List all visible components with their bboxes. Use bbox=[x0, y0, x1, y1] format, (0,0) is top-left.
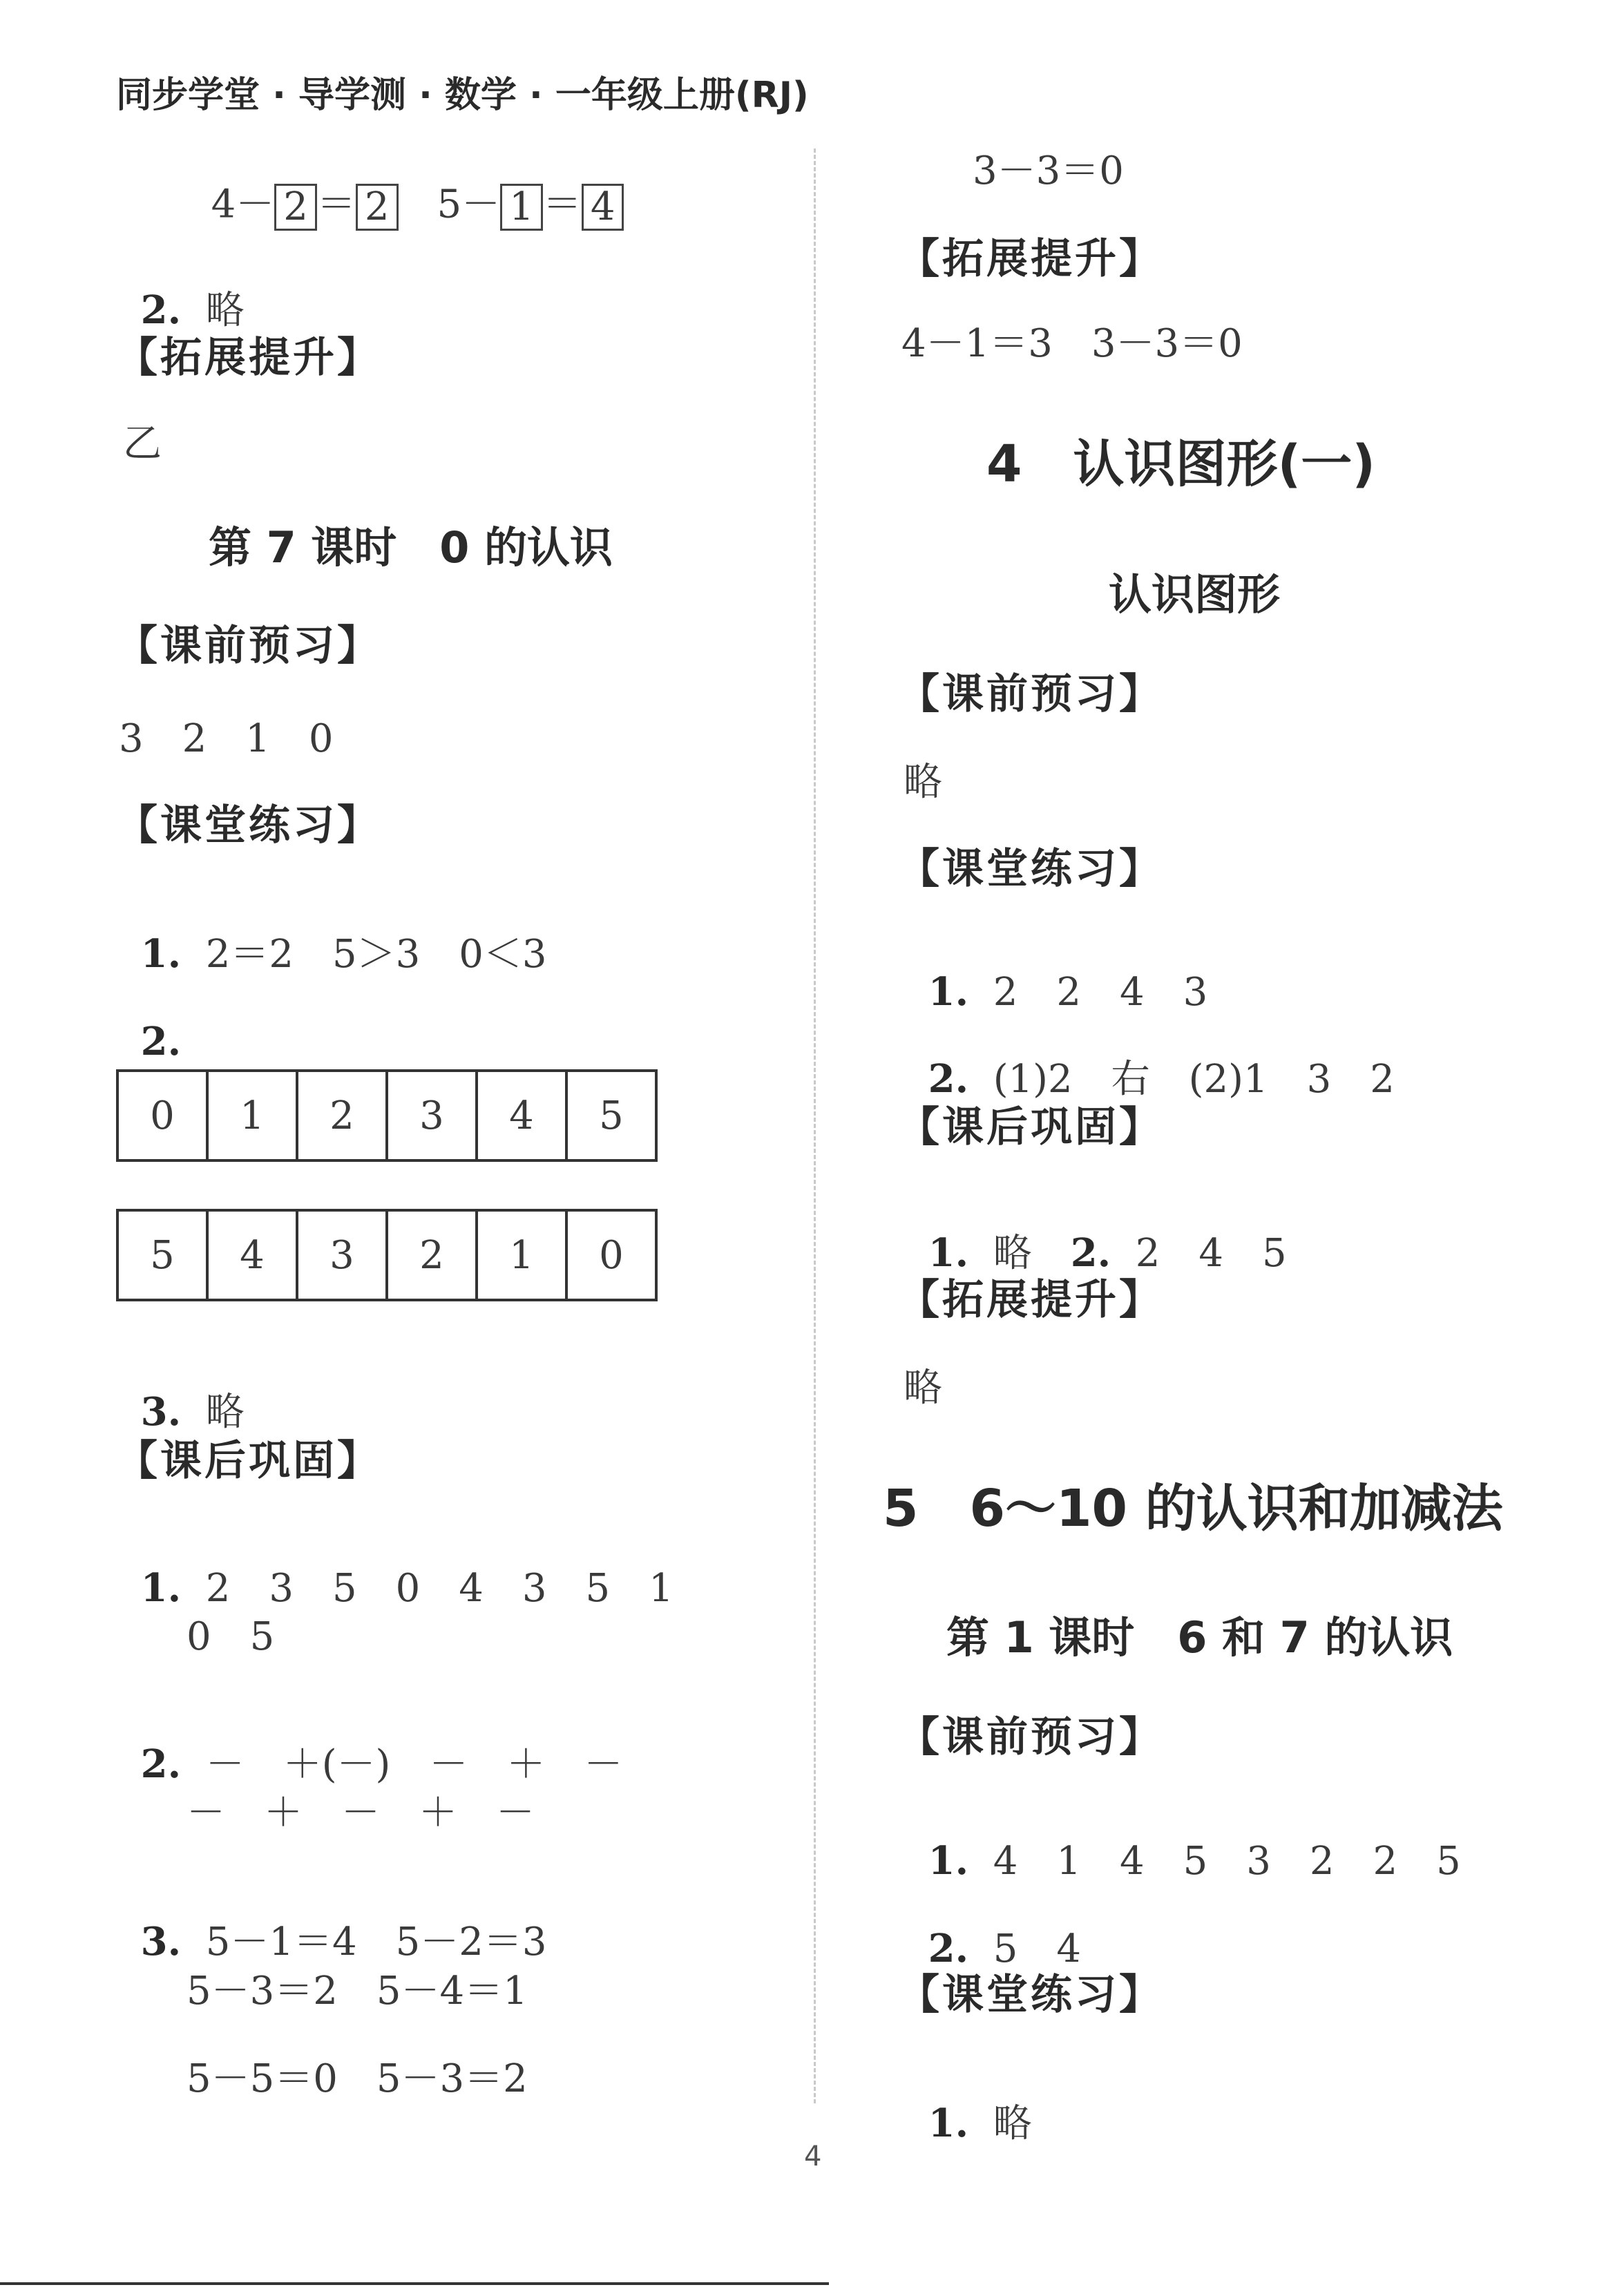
answer-line: － ＋ － ＋ － bbox=[187, 1790, 535, 1835]
answer-item: 1. 2 3 5 0 4 3 5 1 bbox=[140, 1565, 674, 1611]
eq-text: 4－ bbox=[211, 182, 275, 227]
page-number: 4 bbox=[804, 2141, 822, 2172]
bottom-rule bbox=[0, 2282, 829, 2285]
table-cell: 2 bbox=[297, 1071, 387, 1160]
box-equation bbox=[187, 145, 624, 231]
section-heading: 【课后巩固】 bbox=[116, 1437, 381, 1485]
section-heading: 【课堂练习】 bbox=[898, 1971, 1163, 2019]
eq-text: 5－ bbox=[437, 182, 501, 227]
answer-text: 略 bbox=[904, 760, 942, 805]
answer-line: 3－3＝0 bbox=[973, 149, 1124, 193]
answer-text: 乙 bbox=[123, 421, 162, 466]
section-heading: 【课前预习】 bbox=[898, 670, 1163, 718]
table-cell: 2 bbox=[387, 1210, 477, 1300]
table-cell: 3 bbox=[387, 1071, 477, 1160]
answer-item: 3. 5－1＝4 5－2＝3 bbox=[140, 1919, 547, 1965]
number-table bbox=[116, 1209, 658, 1301]
answer-line: 5－5＝0 5－3＝2 bbox=[187, 2056, 528, 2101]
section-heading: 【拓展提升】 bbox=[898, 1276, 1163, 1324]
answer-line: 5－3＝2 5－4＝1 bbox=[187, 1969, 528, 2014]
answer-item: 1. 略 bbox=[928, 2101, 1032, 2146]
answer-item: 3. 略 bbox=[140, 1389, 245, 1435]
table-cell: 5 bbox=[117, 1210, 207, 1300]
answer-item: 1. 2 2 4 3 bbox=[928, 969, 1208, 1015]
answer-item: 1. 略 2. 2 4 5 bbox=[928, 1230, 1287, 1276]
answer-box: 2 bbox=[274, 184, 317, 231]
answer-text: 略 bbox=[904, 1366, 942, 1411]
table-cell: 0 bbox=[566, 1210, 656, 1300]
answer-line: 0 5 bbox=[187, 1614, 275, 1659]
lesson-title: 认识图形 bbox=[1109, 569, 1281, 620]
number-table bbox=[116, 1069, 658, 1162]
eq-text: ＝ bbox=[542, 182, 582, 227]
answer-text: 3 2 1 0 bbox=[119, 716, 334, 761]
answer-item: 2. 5 4 bbox=[928, 1926, 1081, 1971]
answer-box: 1 bbox=[500, 184, 543, 231]
header-title: 同步学堂 · 导学测 · 数学 · 一年级上册(RJ) bbox=[116, 75, 809, 116]
section-heading: 【课后巩固】 bbox=[898, 1103, 1163, 1151]
section-heading: 【课堂练习】 bbox=[898, 845, 1163, 893]
section-heading: 【课前预习】 bbox=[116, 622, 381, 670]
unit-title: 5 6～10 的认识和加减法 bbox=[883, 1479, 1503, 1538]
eq-text: ＝ bbox=[316, 182, 356, 227]
lesson-title: 第 1 课时 6 和 7 的认识 bbox=[946, 1612, 1453, 1663]
answer-item: 2. (1)2 右 (2)1 3 2 bbox=[928, 1056, 1395, 1102]
answer-item: 1. 4 1 4 5 3 2 2 5 bbox=[928, 1838, 1461, 1884]
answer-box: 4 bbox=[582, 184, 624, 231]
section-heading: 【拓展提升】 bbox=[898, 235, 1163, 283]
answer-item: 2. － ＋(－) － ＋ － bbox=[140, 1741, 623, 1787]
column-divider bbox=[814, 149, 816, 2103]
answer-text: 4－1＝3 3－3＝0 bbox=[901, 321, 1243, 366]
table-cell: 1 bbox=[477, 1210, 566, 1300]
table-cell: 0 bbox=[117, 1071, 207, 1160]
answer-box: 2 bbox=[356, 184, 399, 231]
table-cell: 4 bbox=[207, 1210, 297, 1300]
section-heading: 【拓展提升】 bbox=[116, 334, 381, 382]
unit-title: 4 认识图形(一) bbox=[986, 434, 1376, 494]
section-heading: 【课前预习】 bbox=[898, 1713, 1163, 1761]
answer-item: 1. 2＝2 5＞3 0＜3 bbox=[140, 931, 547, 977]
table-cell: 1 bbox=[207, 1071, 297, 1160]
table-cell: 3 bbox=[297, 1210, 387, 1300]
answer-item: 2. 略 bbox=[140, 287, 245, 333]
answer-item: 2. bbox=[140, 1019, 182, 1064]
lesson-title: 第 7 课时 0 的认识 bbox=[209, 522, 613, 573]
table-cell: 5 bbox=[566, 1071, 656, 1160]
section-heading: 【课堂练习】 bbox=[116, 801, 381, 850]
table-cell: 4 bbox=[477, 1071, 566, 1160]
